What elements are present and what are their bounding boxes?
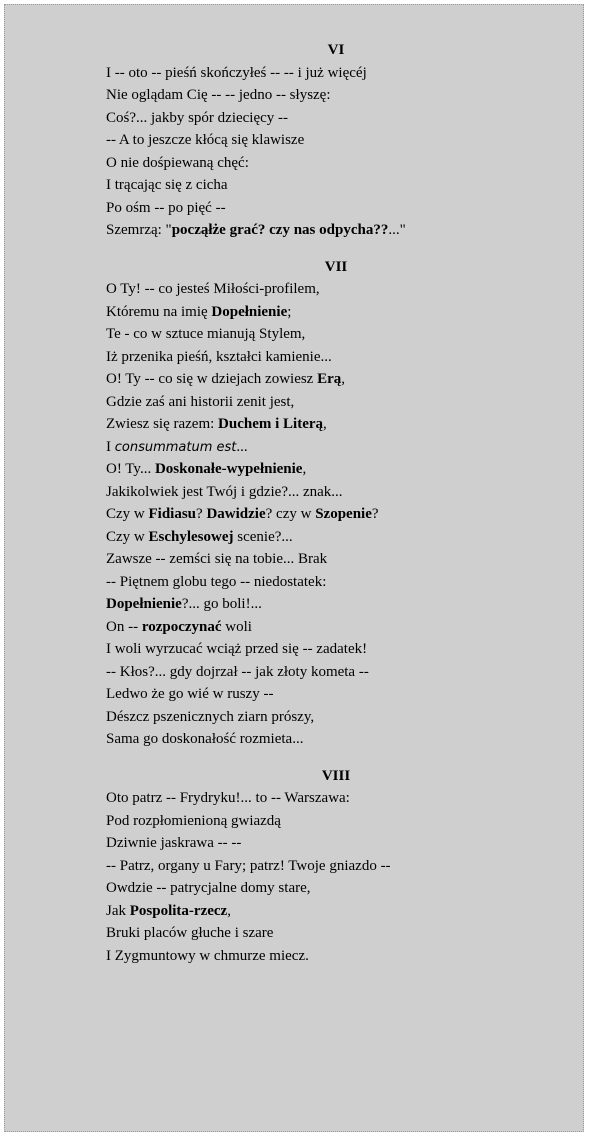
poem-line bbox=[106, 900, 526, 923]
line-text: Któremu na imię bbox=[106, 303, 212, 320]
bold-text: Fidiasu bbox=[148, 506, 197, 522]
poem-line bbox=[106, 107, 526, 130]
line-text: Bruki placów głuche i szare bbox=[106, 925, 274, 941]
line-text: O! Ty... bbox=[106, 461, 155, 477]
poem-line bbox=[106, 436, 526, 459]
line-text: On -- bbox=[106, 618, 142, 635]
line-text: Dziwnie jaskrawa -- -- bbox=[106, 835, 242, 851]
line-text: ... bbox=[236, 438, 248, 455]
bold-text: Dopełnienie bbox=[211, 303, 288, 320]
line-text: O nie dośpiewaną chęć: bbox=[106, 154, 249, 171]
poem-line bbox=[106, 481, 526, 504]
poem-line bbox=[106, 413, 526, 436]
line-text: ? bbox=[196, 506, 207, 522]
poem-line bbox=[106, 683, 526, 706]
line-text: Pod rozpłomienioną gwiazdą bbox=[106, 812, 281, 829]
line-text: Szemrzą: " bbox=[106, 222, 172, 238]
bold-text: Erą bbox=[317, 371, 342, 387]
poem-line bbox=[106, 458, 526, 481]
line-text: I -- oto -- pieśń skończyłeś -- -- i już więcéj bbox=[106, 64, 367, 81]
line-text: woli bbox=[221, 618, 252, 635]
poem-line bbox=[106, 323, 526, 346]
line-text: Coś?... jakby spór dziecięcy -- bbox=[106, 109, 289, 126]
line-text: Nie oglądam Cię -- -- jedno -- słyszę: bbox=[106, 87, 331, 103]
line-text: I bbox=[106, 438, 115, 455]
poem-text bbox=[106, 39, 526, 967]
line-text: O! Ty -- co się w dziejach zowiesz bbox=[106, 371, 318, 387]
line-text: -- Patrz, organy u Fary; patrz! Twoje gniazdo -- bbox=[106, 857, 391, 874]
line-text: I woli wyrzucać wciąż przed się -- zadatek! bbox=[106, 641, 368, 657]
line-text: scenie?... bbox=[233, 528, 293, 545]
poem-line bbox=[106, 877, 526, 900]
poem-line bbox=[106, 571, 526, 594]
poem-line bbox=[106, 593, 526, 616]
bold-text: Dopełnienie bbox=[106, 596, 182, 612]
line-text: Sama go doskonałość rozmieta... bbox=[106, 731, 304, 747]
line-text: , bbox=[227, 902, 231, 919]
bold-text: Doskonałe-wypełnienie bbox=[154, 461, 303, 477]
line-text: Te - co w sztuce mianują Stylem, bbox=[106, 326, 306, 342]
line-text: Oto patrz -- Frydryku!... to -- Warszawa: bbox=[106, 790, 350, 806]
poem-line bbox=[106, 922, 526, 945]
bold-text: Szopenie bbox=[315, 506, 372, 522]
poem-line bbox=[106, 810, 526, 833]
poem-line bbox=[106, 855, 526, 878]
bold-text: Dawidzie bbox=[206, 506, 266, 522]
line-text: -- A to jeszcze kłócą się klawisze bbox=[106, 132, 305, 148]
line-text: Zwiesz się razem: bbox=[106, 416, 219, 432]
poem-line bbox=[106, 728, 526, 751]
poem-line bbox=[106, 661, 526, 684]
stanza-gap bbox=[106, 751, 526, 765]
poem-line bbox=[106, 62, 526, 85]
bold-text: Pospolita-rzecz bbox=[129, 902, 228, 919]
text-frame bbox=[4, 4, 584, 1132]
line-text: Jak bbox=[106, 902, 130, 919]
stanza-gap bbox=[106, 242, 526, 256]
line-text: ; bbox=[287, 303, 292, 320]
line-text: Owdzie -- patrycjalne domy stare, bbox=[106, 880, 311, 896]
poem-line bbox=[106, 301, 526, 324]
poem-line bbox=[106, 174, 526, 197]
line-text: Czy w bbox=[106, 528, 149, 545]
line-text: -- Kłos?... gdy dojrzał -- jak złoty kometa -- bbox=[106, 663, 369, 680]
bold-text: począłże grać? czy nas odpycha?? bbox=[171, 222, 389, 238]
poem-line bbox=[106, 945, 526, 968]
line-text: ? bbox=[371, 506, 379, 522]
line-text: I Zygmuntowy w chmurze miecz. bbox=[106, 947, 309, 964]
poem-line bbox=[106, 219, 526, 242]
bold-text: Duchem i Literą bbox=[218, 416, 324, 432]
poem-line bbox=[106, 84, 526, 107]
poem-line bbox=[106, 706, 526, 729]
line-text: , bbox=[323, 416, 327, 432]
bold-text: rozpoczynać bbox=[141, 618, 222, 635]
poem-line bbox=[106, 152, 526, 175]
line-text: ..." bbox=[388, 222, 406, 238]
poem-line bbox=[106, 832, 526, 855]
poem-line bbox=[106, 638, 526, 661]
line-text: Ledwo że go wié w ruszy -- bbox=[106, 686, 274, 702]
poem-line bbox=[106, 503, 526, 526]
line-text: Jakikolwiek jest Twój i gdzie?... znak... bbox=[106, 483, 343, 500]
line-text: -- Piętnem globu tego -- niedostatek: bbox=[106, 573, 327, 590]
poem-line bbox=[106, 129, 526, 152]
line-text: , bbox=[302, 461, 307, 477]
line-text: Gdzie zaś ani historii zenit jest, bbox=[106, 393, 295, 410]
italic-text: consummatum est bbox=[114, 439, 237, 455]
line-text: Po ośm -- po pięć -- bbox=[106, 199, 226, 216]
line-text: Dészcz pszenicznych ziarn prószy, bbox=[106, 708, 315, 725]
poem-line bbox=[106, 278, 526, 301]
line-text: Czy w bbox=[106, 506, 149, 522]
poem-line bbox=[106, 526, 526, 549]
stanza-title: VIII bbox=[321, 767, 351, 784]
stanza-title: VI bbox=[327, 42, 345, 58]
poem-line bbox=[106, 197, 526, 220]
line-text: ?... go boli!... bbox=[181, 596, 262, 612]
poem-line bbox=[106, 346, 526, 369]
line-text: Iż przenika pieśń, kształci kamienie... bbox=[106, 348, 332, 365]
line-text: ? czy w bbox=[265, 506, 316, 522]
line-text: Zawsze -- zemści się na tobie... Brak bbox=[106, 551, 328, 567]
line-text: , bbox=[341, 371, 346, 387]
poem-line bbox=[106, 391, 526, 414]
poem-line bbox=[106, 368, 526, 391]
poem-line bbox=[106, 787, 526, 810]
line-text: O Ty! -- co jesteś Miłości-profilem, bbox=[106, 281, 320, 297]
stanza-title: VII bbox=[324, 258, 348, 275]
poem-line bbox=[106, 548, 526, 571]
bold-text: Eschylesowej bbox=[148, 528, 234, 545]
poem-line bbox=[106, 616, 526, 639]
line-text: I trącając się z cicha bbox=[106, 177, 228, 193]
